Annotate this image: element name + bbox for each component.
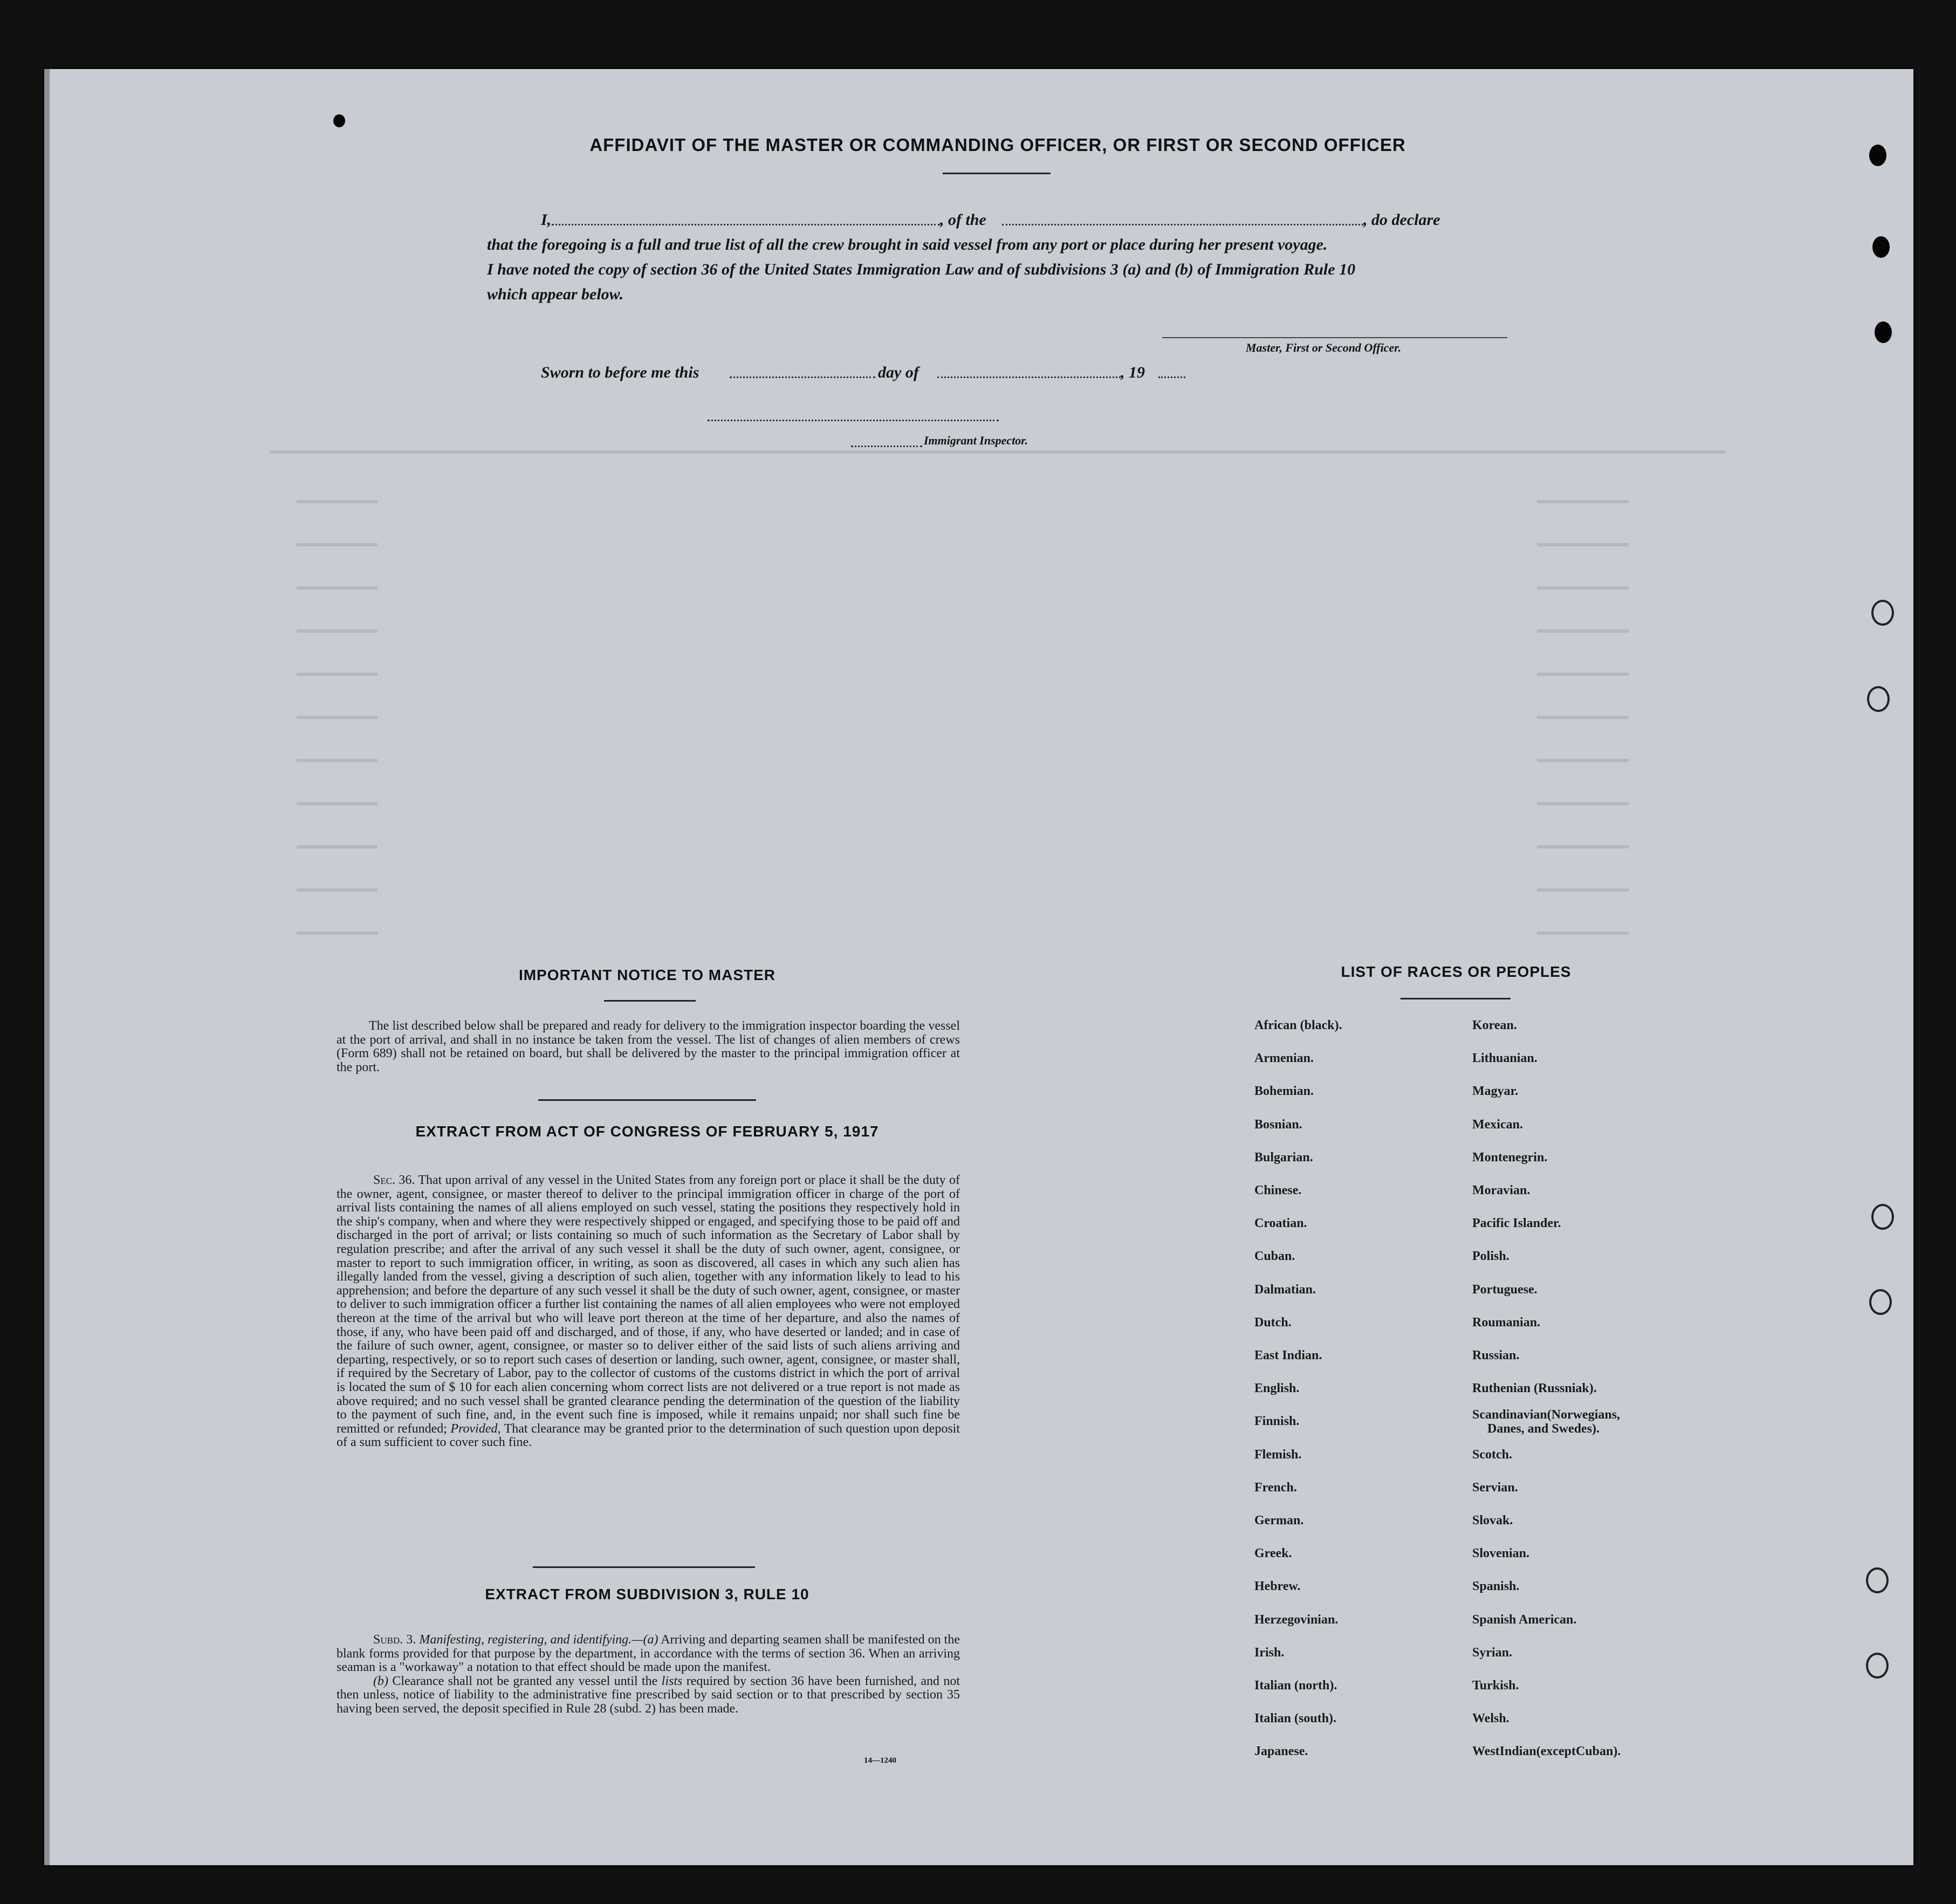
rule10-para-a	[337, 1633, 960, 1675]
punch-hole	[1867, 686, 1890, 712]
race-item: Chinese.	[1254, 1183, 1302, 1197]
signature-line[interactable]	[1162, 337, 1507, 338]
race-item: Lithuanian.	[1472, 1051, 1538, 1065]
sworn-month-field[interactable]	[937, 376, 1121, 378]
day-of-label: day of	[878, 364, 919, 381]
act-body-end: That clearance may be granted prior to the determination of such question upon deposit of a sum sufficient to cover such fine.	[337, 1421, 960, 1450]
race-item: Herzegovinian.	[1254, 1613, 1339, 1627]
punch-hole	[1869, 1289, 1892, 1315]
race-item: Korean.	[1472, 1018, 1517, 1032]
race-item: Bosnian.	[1254, 1118, 1302, 1132]
rule10-b-label: (b)	[373, 1674, 388, 1688]
races-title: LIST OF RACES OR PEOPLES	[1341, 963, 1571, 980]
punch-hole	[1871, 1204, 1894, 1230]
race-item: German.	[1254, 1513, 1304, 1528]
vessel-field[interactable]	[1002, 224, 1363, 225]
rule10-text-b2: required by section 36 have been furnished, and not then unless, notice of liability to the administrative fine prescribed by said section or to that prescribed by section 35 having been served, the deposit specified in Rule 28 (subd. 2) has been made.	[337, 1674, 960, 1716]
rule10-para-b	[337, 1675, 960, 1716]
affidavit-title: AFFIDAVIT OF THE MASTER OR COMMANDING OFFICER, OR FIRST OR SECOND OFFICER	[589, 135, 1406, 155]
punch-hole	[1871, 600, 1894, 626]
of-the-label: , of the	[940, 211, 986, 229]
race-item: Italian (south).	[1254, 1711, 1337, 1725]
race-item: Ruthenian (Russniak).	[1472, 1381, 1597, 1395]
divider	[1401, 998, 1511, 999]
punch-hole	[333, 114, 345, 127]
act-section-label: Sec. 36.	[373, 1173, 415, 1187]
year-label: , 19	[1121, 364, 1145, 381]
race-item: Spanish.	[1472, 1579, 1520, 1593]
punch-hole	[1875, 321, 1892, 343]
race-item: African (black).	[1254, 1018, 1342, 1032]
race-item: Portuguese.	[1472, 1283, 1538, 1297]
race-item: Scotch.	[1472, 1448, 1512, 1462]
rule10-lists-word: lists	[661, 1674, 683, 1688]
affidavit-line-2: that the foregoing is a full and true list of all the crew brought in said vessel from any port or place during her present voyage.	[487, 236, 1328, 254]
act-text	[337, 1174, 960, 1450]
race-item: Greek.	[1254, 1546, 1292, 1560]
race-item: East Indian.	[1254, 1348, 1322, 1362]
notice-title: IMPORTANT NOTICE TO MASTER	[518, 967, 776, 983]
form-number: 14—1240	[864, 1756, 896, 1765]
punch-hole	[1866, 1567, 1889, 1593]
rule10-text-b1: Clearance shall not be granted any vessel until the	[392, 1674, 658, 1688]
inspector-signature-line[interactable]	[708, 420, 999, 421]
affidavit-line-1	[487, 208, 1512, 232]
affidavit-line-4: which appear below.	[487, 285, 624, 303]
race-item: Dalmatian.	[1254, 1283, 1316, 1297]
race-item: WestIndian(exceptCuban).	[1472, 1744, 1621, 1758]
divider	[604, 1000, 696, 1002]
race-item: Irish.	[1254, 1646, 1285, 1660]
race-item: Servian.	[1472, 1481, 1518, 1495]
race-item-continued: Danes, and Swedes).	[1487, 1422, 1600, 1436]
act-body: That upon arrival of any vessel in the United States from any foreign port or place it shall be the duty of the owner, agent, consignee, or master thereof to deliver to the principal immigration officer in charge of the port of arrival lists containing the names of all aliens employed on such vessel, stating the positions they respectively hold in the ship's company, when and where they were respectively shipped or engaged, and specifying those to be paid off and discharged in the port of arrival; or lists containing so much of such information as the Secretary of Labor shall by regulation prescribe; and after the arrival of any such vessel it shall be the duty of such owner, agent, consignee, or master to report to such immigration officer, in writing, as soon as discovered, all cases in which any such alien has illegally landed from the vessel, giving a description of such alien, together with any information likely to lead to his apprehension; and before the departure of any such vessel it shall be the duty of such owner, agent, consignee, or master to deliver to such immigration officer a further list containing the names of all alien employees who were not employed thereon at the time of the arrival but who will leave port thereon at the time of her departure, and also the names of those, if any, who have been paid off and discharged, and of those, if any, who have deserted or landed; and in case of the failure of such owner, agent, consignee, or master so to deliver either of the said lists of such aliens arriving and departing, respectively, or so to report such cases of desertion or landing, such owner, agent, consignee, or master shall, if required by the Secretary of Labor, pay to the collector of customs of the customs district in which the port of arrival is located the sum of $ 10 for each alien concerning whom correct lists are not delivered or a true report is not made as above required; and no such vessel shall be granted clearance pending the determination of the question of the liability to the payment of such fine, and, in the event such fine is imposed, while it remains unpaid; nor shall such fine be remitted or refunded;	[337, 1173, 960, 1436]
name-field[interactable]	[552, 224, 940, 225]
race-item: Japanese.	[1254, 1744, 1308, 1758]
punch-hole	[1866, 1653, 1889, 1679]
affidavit-line-3: I have noted the copy of section 36 of the United States Immigration Law and of subdivisions 3 (a) and (b) of Immigration Rule 10	[487, 261, 1356, 278]
race-item: Turkish.	[1472, 1679, 1519, 1693]
race-item: Roumanian.	[1472, 1316, 1541, 1330]
races-col-1	[1254, 1018, 1459, 1773]
signature-caption: Master, First or Second Officer.	[1246, 341, 1402, 354]
rule10-text	[337, 1633, 960, 1716]
act-provided-label: Provided,	[450, 1421, 501, 1436]
i-label: I,	[541, 211, 552, 229]
race-item: Montenegrin.	[1472, 1150, 1548, 1165]
race-item: Magyar.	[1472, 1084, 1519, 1098]
divider	[943, 173, 1051, 174]
race-item: Moravian.	[1472, 1183, 1531, 1197]
race-item: Finnish.	[1254, 1414, 1300, 1428]
race-item: Slovenian.	[1472, 1546, 1530, 1560]
race-item: Mexican.	[1472, 1118, 1523, 1132]
race-item: Armenian.	[1254, 1051, 1314, 1065]
race-item: Pacific Islander.	[1472, 1216, 1561, 1230]
inspector-prefix-line	[851, 446, 922, 447]
sworn-year-field[interactable]	[1158, 376, 1185, 378]
race-item: Scandinavian(Norwegians,	[1472, 1408, 1621, 1422]
race-item: Cuban.	[1254, 1249, 1295, 1263]
page-edge	[44, 69, 50, 1865]
race-item: Welsh.	[1472, 1711, 1509, 1725]
do-declare-label: , do declare	[1363, 211, 1440, 229]
race-item: Croatian.	[1254, 1216, 1307, 1230]
sworn-day-field[interactable]	[730, 376, 875, 378]
race-item: Russian.	[1472, 1348, 1520, 1362]
act-title: EXTRACT FROM ACT OF CONGRESS OF FEBRUARY 5, 1917	[415, 1123, 879, 1140]
race-item: Flemish.	[1254, 1448, 1302, 1462]
race-item: Bohemian.	[1254, 1084, 1314, 1098]
rule10-title: EXTRACT FROM SUBDIVISION 3, RULE 10	[485, 1586, 809, 1602]
race-item: Bulgarian.	[1254, 1150, 1313, 1165]
punch-hole	[1872, 236, 1890, 258]
race-item: Hebrew.	[1254, 1579, 1301, 1593]
race-item: Slovak.	[1472, 1513, 1513, 1528]
race-item: Spanish American.	[1472, 1613, 1577, 1627]
races-col-2	[1472, 1018, 1699, 1773]
sworn-label: Sworn to before me this	[541, 364, 699, 381]
race-item: French.	[1254, 1481, 1297, 1495]
race-item: English.	[1254, 1381, 1300, 1395]
rule10-subd-label: Subd. 3.	[373, 1633, 416, 1647]
race-item: Polish.	[1472, 1249, 1509, 1263]
notice-text: The list described below shall be prepared and ready for delivery to the immigration inspector boarding the vessel at the port of arrival, and shall in no instance be taken from the vessel. The list of changes of alien members of crews (Form 689) shall not be retained on board, but shall be delivered by the master to the principal immigration officer at the port.	[337, 1019, 960, 1074]
divider	[533, 1566, 755, 1568]
inspector-caption: Immigrant Inspector.	[924, 434, 1028, 447]
divider	[538, 1099, 756, 1101]
punch-hole	[1869, 145, 1886, 166]
rule10-text-a: Arriving and departing seamen shall be manifested on the blank forms provided for that purpose by the department, in accordance with the terms of section 36. When an arriving seaman is a "workaway" a notation to that effect should be made upon the manifest.	[337, 1633, 960, 1675]
race-item: Italian (north).	[1254, 1679, 1337, 1693]
race-item: Syrian.	[1472, 1646, 1513, 1660]
rule10-subd-heading: Manifesting, registering, and identifying.—(a)	[419, 1633, 658, 1647]
race-item: Dutch.	[1254, 1316, 1292, 1330]
